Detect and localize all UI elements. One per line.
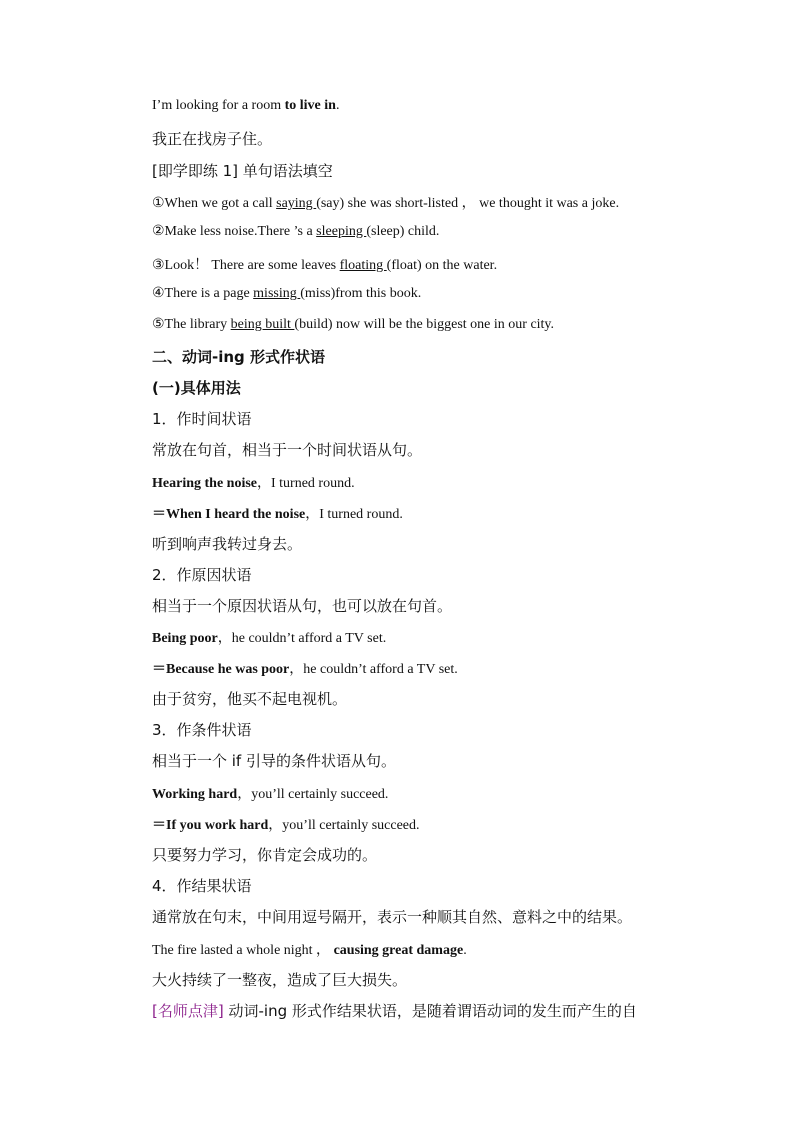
example-sentence bbox=[152, 783, 388, 803]
text: (float) on the water. bbox=[386, 258, 498, 273]
usage-heading-time: 1．作时间状语 bbox=[152, 410, 252, 428]
text: ③Look！ There are some leaves bbox=[152, 258, 340, 273]
usage-description: 常放在句首，相当于一个时间状语从句。 bbox=[152, 441, 423, 459]
bold-phrase: Working hard bbox=[152, 787, 238, 802]
exercise-heading: [即学即练 1] 单句语法填空 bbox=[152, 162, 333, 180]
subsection-heading: (一)具体用法 bbox=[152, 379, 241, 397]
answer: floating bbox=[339, 258, 387, 273]
text: ，he couldn’t afford a TV set. bbox=[217, 631, 387, 646]
bold-phrase: ＝If you work hard bbox=[152, 818, 269, 833]
example-sentence bbox=[152, 939, 467, 959]
translation: 大火持续了一整夜，造成了巨大损失。 bbox=[152, 971, 408, 989]
text: ，I turned round. bbox=[305, 507, 403, 522]
bold-phrase: to live in bbox=[284, 98, 336, 113]
text: (miss)from this book. bbox=[300, 286, 422, 301]
translation: 听到响声我转过身去。 bbox=[152, 535, 303, 553]
bold-phrase: ＝Because he was poor bbox=[152, 662, 290, 677]
example-sentence bbox=[152, 472, 355, 492]
text: ，you’ll certainly succeed. bbox=[268, 818, 420, 833]
example-sentence bbox=[152, 98, 339, 114]
text: The fire lasted a whole night ， bbox=[152, 943, 334, 958]
text: (sleep) child. bbox=[366, 224, 440, 239]
usage-heading-cause: 2．作原因状语 bbox=[152, 566, 252, 584]
bold-phrase: Hearing the noise bbox=[152, 476, 257, 491]
example-sentence bbox=[152, 503, 403, 523]
bold-phrase: ＝When I heard the noise bbox=[152, 507, 306, 522]
translation: 由于贫穷，他买不起电视机。 bbox=[152, 690, 348, 708]
answer: being built bbox=[230, 317, 295, 332]
usage-description: 通常放在句末，中间用逗号隔开，表示一种顺其自然、意料之中的结果。 bbox=[152, 908, 633, 926]
text: . bbox=[463, 943, 467, 958]
text: ⑤The library bbox=[152, 317, 231, 332]
text: ，he couldn’t afford a TV set. bbox=[289, 662, 458, 677]
text: . bbox=[335, 98, 340, 113]
exercise-item-4 bbox=[152, 285, 421, 302]
text: (build) now will be the biggest one in our city. bbox=[294, 317, 555, 332]
exercise-item-1 bbox=[152, 192, 619, 212]
exercise-item-3 bbox=[152, 254, 497, 274]
translation: 我正在找房子住。 bbox=[152, 130, 273, 148]
example-sentence bbox=[152, 814, 420, 834]
answer: sleeping bbox=[316, 224, 367, 239]
usage-description: 相当于一个原因状语从句，也可以放在句首。 bbox=[152, 597, 453, 615]
usage-heading-result: 4．作结果状语 bbox=[152, 877, 252, 895]
text: ①When we got a call bbox=[152, 196, 277, 211]
answer: missing bbox=[253, 286, 301, 301]
text: I’m looking for a room bbox=[152, 98, 285, 113]
text: ，I turned round. bbox=[257, 476, 355, 491]
tip-label: [名师点津] bbox=[152, 1002, 224, 1020]
exercise-item-5 bbox=[152, 316, 554, 333]
example-sentence bbox=[152, 627, 386, 647]
exercise-item-2 bbox=[152, 223, 439, 240]
usage-description: 相当于一个 if 引导的条件状语从句。 bbox=[152, 752, 396, 770]
text: (say) she was short-listed ， we thought it was a joke. bbox=[316, 196, 620, 211]
translation: 只要努力学习，你肯定会成功的。 bbox=[152, 846, 378, 864]
text: ②Make less noise.There ’s a bbox=[152, 224, 317, 239]
text: ，you’ll certainly succeed. bbox=[237, 787, 389, 802]
bold-phrase: Being poor bbox=[152, 631, 218, 646]
answer: saying bbox=[276, 196, 317, 211]
text: 动词-ing 形式作结果状语，是随着谓语动词的发生而产生的自 bbox=[223, 1002, 637, 1020]
section-heading: 二、动词-ing 形式作状语 bbox=[152, 348, 326, 366]
text: ④There is a page bbox=[152, 286, 254, 301]
usage-heading-condition: 3．作条件状语 bbox=[152, 721, 252, 739]
example-sentence bbox=[152, 658, 458, 678]
teacher-tip bbox=[152, 1000, 637, 1021]
bold-phrase: causing great damage bbox=[333, 943, 464, 958]
